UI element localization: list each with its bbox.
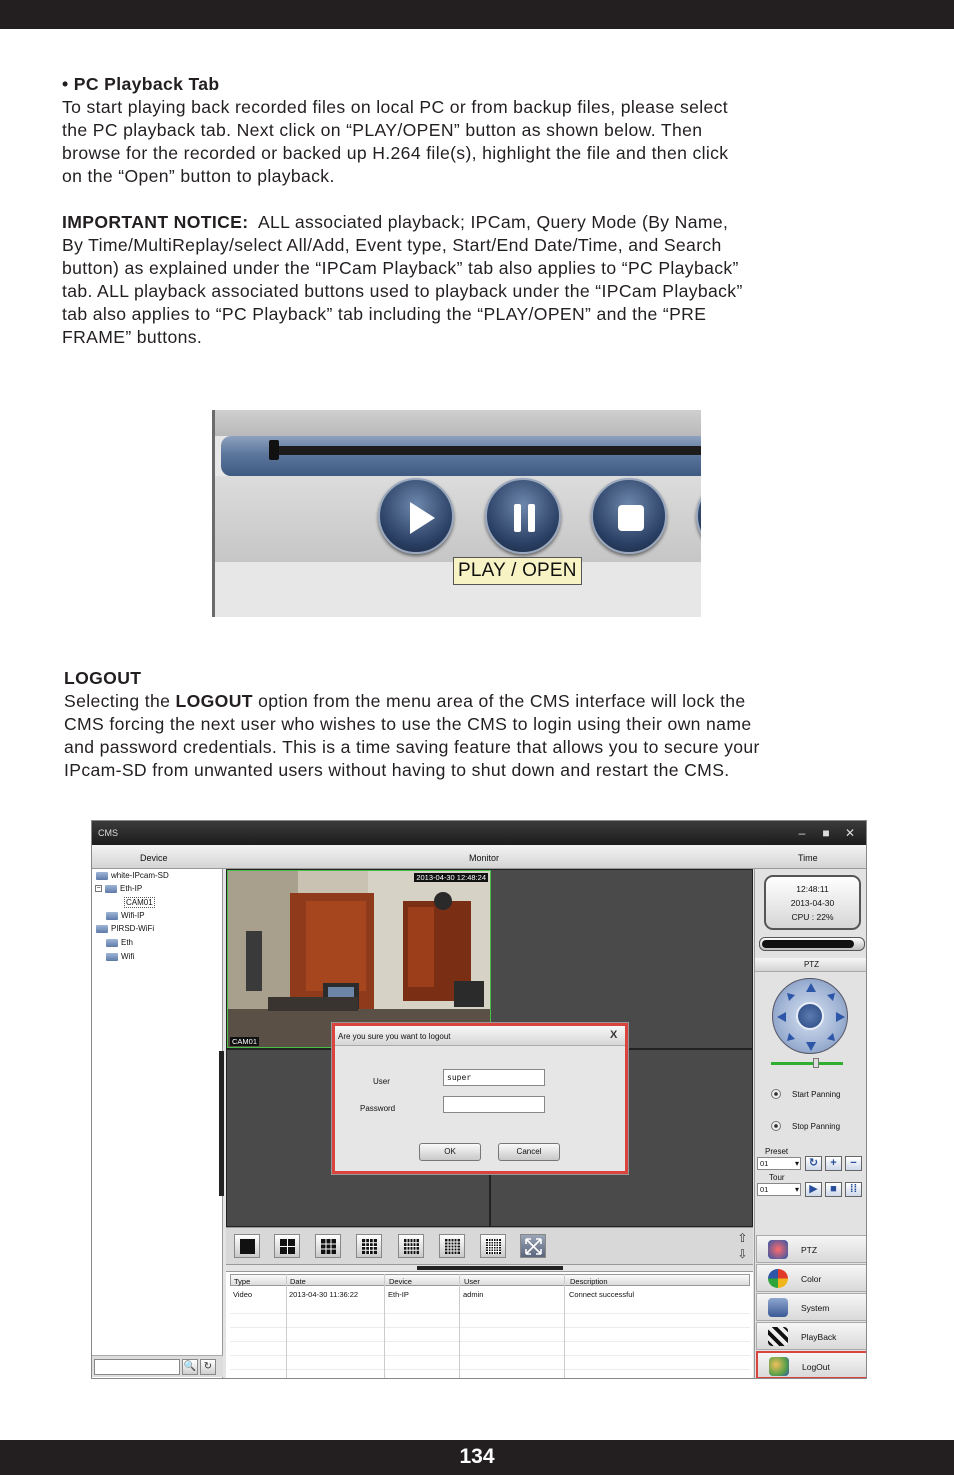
- menu-label: LogOut: [802, 1362, 830, 1372]
- tree-item-selected[interactable]: [124, 897, 155, 908]
- log-col-device: Device: [389, 1277, 412, 1286]
- notice-first-line: [62, 211, 743, 234]
- color-icon: [768, 1269, 788, 1288]
- cancel-button[interactable]: Cancel: [498, 1143, 560, 1161]
- tree-item[interactable]: [95, 884, 142, 893]
- tree-label: Wifi-IP: [121, 911, 145, 920]
- log-col-type: Type: [234, 1277, 251, 1286]
- layout-16-icon: [361, 1238, 378, 1255]
- camera-view[interactable]: [227, 870, 491, 1048]
- layout-4-button[interactable]: [274, 1234, 300, 1258]
- tour-grid-icon[interactable]: ⁞⁞: [845, 1182, 862, 1197]
- collapse-icon[interactable]: −: [96, 885, 101, 892]
- stop-panning-label: Stop Panning: [792, 1121, 841, 1131]
- start-panning-label: Start Panning: [792, 1089, 841, 1099]
- notice-line: tab also applies to “PC Playback” tab including the “PLAY/OPEN” and the “PRE: [62, 304, 707, 324]
- log-type: Video: [233, 1290, 253, 1299]
- arrow-up-icon[interactable]: ⇧: [737, 1231, 748, 1245]
- menu-item-logout[interactable]: [756, 1351, 867, 1379]
- play-open-tooltip: PLAY / OPEN: [453, 557, 582, 585]
- layout-16-button[interactable]: [356, 1234, 382, 1258]
- tree-label: white-IPcam-SD: [111, 871, 169, 880]
- tree-label: CAM01: [126, 898, 153, 907]
- seek-track[interactable]: [273, 446, 701, 455]
- layout-20-icon: [403, 1238, 420, 1255]
- seek-bar-area: [221, 436, 701, 476]
- log-grid: [230, 1300, 750, 1379]
- pause-icon: [487, 480, 563, 556]
- pc-playback-line: the PC playback tab. Next click on “PLAY/OPEN” button as shown below. Then: [62, 120, 703, 140]
- device-icon: [106, 939, 118, 947]
- notice-label: IMPORTANT NOTICE:: [62, 212, 249, 232]
- user-input[interactable]: super: [443, 1069, 545, 1086]
- logout-title: LOGOUT: [64, 668, 142, 688]
- time-header: Time: [798, 853, 818, 863]
- logout-line-pre: Selecting the: [64, 691, 176, 711]
- cpu-progress-bar: [759, 937, 865, 951]
- logout-first-line: [64, 690, 760, 713]
- log-panel-handle[interactable]: [417, 1266, 563, 1270]
- arrow-down-icon[interactable]: ⇩: [737, 1247, 748, 1261]
- log-user: admin: [463, 1290, 484, 1299]
- menu-label: Color: [801, 1274, 822, 1284]
- page-number: 134: [459, 1445, 495, 1468]
- menu-label: PTZ: [801, 1245, 818, 1255]
- cms-header-row: [92, 845, 867, 869]
- password-label: Password: [360, 1104, 396, 1113]
- monitor-header: Monitor: [469, 853, 500, 863]
- layout-toolbar: [226, 1227, 753, 1265]
- log-device: Eth-IP: [388, 1290, 409, 1299]
- start-panning-radio[interactable]: [771, 1089, 781, 1099]
- monitor-cell[interactable]: [490, 869, 753, 1049]
- log-description: Connect successful: [569, 1290, 635, 1299]
- layout-20-button[interactable]: [398, 1234, 424, 1258]
- tree-label: Eth-IP: [120, 884, 143, 893]
- cpu-usage: CPU : 22%: [791, 912, 834, 922]
- layout-36-button[interactable]: [480, 1234, 506, 1258]
- event-log-panel: [226, 1271, 753, 1379]
- menu-item-ptz[interactable]: [756, 1235, 867, 1263]
- ptz-icon: [768, 1240, 788, 1259]
- top-bar: [0, 0, 954, 29]
- cpu-progress-fill: [762, 940, 854, 948]
- dialog-title: Are you sure you want to logout: [338, 1032, 451, 1041]
- cms-title-bar: [92, 821, 867, 845]
- minimize-icon[interactable]: –: [798, 826, 806, 840]
- layout-9-button[interactable]: [315, 1234, 341, 1258]
- ptz-speed-slider[interactable]: [771, 1062, 843, 1065]
- play-open-button[interactable]: [378, 478, 454, 554]
- device-icon: [106, 912, 118, 920]
- preset-select[interactable]: 01 ▾: [757, 1157, 801, 1170]
- ptz-header: PTZ: [755, 958, 867, 972]
- fullscreen-button[interactable]: [520, 1234, 546, 1258]
- clock-time: 12:48:11: [796, 884, 829, 894]
- device-header: Device: [140, 853, 168, 863]
- refresh-icon[interactable]: ↻: [200, 1359, 216, 1375]
- stop-panning-option[interactable]: [771, 1121, 840, 1131]
- layout-25-icon: [444, 1238, 461, 1255]
- menu-label: PlayBack: [801, 1332, 837, 1342]
- cms-window: [91, 820, 867, 1379]
- play-icon: [380, 480, 456, 556]
- ptz-center-button[interactable]: [796, 1002, 824, 1030]
- preset-add-icon[interactable]: +: [825, 1156, 842, 1171]
- right-control-panel: [754, 869, 867, 1379]
- clock-date: 2013-04-30: [790, 898, 835, 908]
- device-icon: [96, 872, 108, 880]
- camera-timestamp: 2013-04-30 12:48:24: [416, 873, 486, 882]
- log-row[interactable]: [230, 1288, 750, 1300]
- pc-playback-line: on the “Open” button to playback.: [62, 166, 335, 186]
- search-icon[interactable]: 🔍: [182, 1359, 198, 1375]
- preset-refresh-icon[interactable]: ↻: [805, 1156, 822, 1171]
- preset-remove-icon[interactable]: −: [845, 1156, 862, 1171]
- start-panning-option[interactable]: [771, 1089, 840, 1099]
- dialog-close-icon[interactable]: X: [610, 1029, 618, 1041]
- logout-line: CMS forcing the next user who wishes to use the CMS to login using their own name: [64, 714, 752, 734]
- tree-label: Eth: [121, 938, 134, 947]
- logout-line-bold: LOGOUT: [175, 691, 253, 711]
- password-input[interactable]: [443, 1096, 545, 1113]
- device-search-input[interactable]: [94, 1359, 180, 1375]
- stop-panning-radio[interactable]: [771, 1121, 781, 1131]
- pc-playback-section: [62, 73, 728, 188]
- layout-1-button[interactable]: [234, 1234, 260, 1258]
- pc-playback-line: To start playing back recorded files on local PC or from backup files, please select: [62, 97, 729, 117]
- logout-section: [64, 667, 760, 782]
- tour-play-icon[interactable]: ▶: [805, 1182, 822, 1197]
- tour-label: Tour: [769, 1173, 785, 1182]
- menu-item-playback[interactable]: [756, 1322, 867, 1350]
- ptz-direction-wheel[interactable]: [772, 978, 848, 1054]
- notice-line: tab. ALL playback associated buttons used to playback under the “IPCam Playback”: [62, 281, 743, 301]
- panel-collapse-handle[interactable]: [219, 1051, 224, 1196]
- device-tree-panel: [92, 869, 223, 1379]
- tour-stop-icon[interactable]: ■: [825, 1182, 842, 1197]
- notice-line: FRAME” buttons.: [62, 327, 203, 347]
- layout-36-icon: [485, 1238, 502, 1255]
- layout-4-icon: [279, 1238, 296, 1255]
- window-top: [215, 410, 701, 436]
- logout-line-post: option from the menu area of the CMS interface will lock the: [252, 691, 746, 711]
- logout-line: and password credentials. This is a time saving feature that allows you to secure your: [64, 737, 760, 757]
- menu-item-color[interactable]: [756, 1264, 867, 1292]
- stop-icon: [593, 480, 669, 556]
- device-icon: [106, 953, 118, 961]
- log-scroll-arrows[interactable]: [734, 1230, 751, 1264]
- tree-item[interactable]: [106, 952, 134, 961]
- layout-1-icon: [239, 1238, 256, 1255]
- tree-item[interactable]: [96, 871, 169, 880]
- cms-title: CMS: [98, 828, 118, 838]
- device-search-row: [92, 1355, 223, 1377]
- playback-icon: [768, 1327, 788, 1346]
- device-icon: [96, 925, 108, 933]
- log-date: 2013-04-30 11:36:22: [289, 1290, 359, 1299]
- tree-item[interactable]: [106, 938, 133, 947]
- preset-label: Preset: [765, 1147, 789, 1156]
- tree-item[interactable]: [96, 924, 154, 933]
- tree-label: PIRSD-WiFi: [111, 924, 155, 933]
- menu-label: System: [801, 1303, 830, 1313]
- camera-scene: [228, 871, 491, 1048]
- logout-line: IPcam-SD from unwanted users without having to shut down and restart the CMS.: [64, 760, 730, 780]
- system-icon: [768, 1298, 788, 1317]
- tree-item[interactable]: [106, 911, 145, 920]
- layout-9-icon: [320, 1238, 337, 1255]
- menu-item-system[interactable]: [756, 1293, 867, 1321]
- tree-label: Wifi: [121, 952, 135, 961]
- layout-25-button[interactable]: [439, 1234, 465, 1258]
- log-header-row: [230, 1274, 750, 1286]
- pc-playback-line: browse for the recorded or backed up H.264 file(s), highlight the file and then click: [62, 143, 729, 163]
- seek-knob[interactable]: [269, 440, 279, 460]
- user-label: User: [373, 1077, 390, 1086]
- logout-dialog: [332, 1023, 628, 1174]
- device-icon: [105, 885, 117, 893]
- playback-controls-screenshot: [212, 410, 701, 617]
- fullscreen-icon: [525, 1238, 542, 1255]
- log-col-date: Date: [290, 1277, 306, 1286]
- notice-section: [62, 211, 743, 349]
- log-col-user: User: [464, 1277, 480, 1286]
- close-icon[interactable]: ✕: [844, 826, 856, 840]
- ok-button[interactable]: OK: [419, 1143, 481, 1161]
- ptz-speed-knob[interactable]: [813, 1058, 819, 1068]
- users-icon: [769, 1357, 789, 1376]
- maximize-icon[interactable]: ■: [822, 826, 830, 840]
- notice-line: button) as explained under the “IPCam Playback” tab also applies to “PC Playback”: [62, 258, 739, 278]
- pause-button[interactable]: [485, 478, 561, 554]
- tour-select[interactable]: 01 ▾: [757, 1183, 801, 1196]
- camera-label: CAM01: [232, 1037, 258, 1046]
- notice-line: By Time/MultiReplay/select All/Add, Event type, Start/End Date/Time, and Search: [62, 235, 722, 255]
- clock-display: [764, 875, 861, 930]
- log-col-description: Description: [570, 1277, 608, 1286]
- dialog-title-bar: [335, 1026, 625, 1046]
- pc-playback-title: • PC Playback Tab: [62, 74, 220, 94]
- stop-button[interactable]: [591, 478, 667, 554]
- notice-first-text: ALL associated playback; IPCam, Query Mode (By Name,: [248, 212, 729, 232]
